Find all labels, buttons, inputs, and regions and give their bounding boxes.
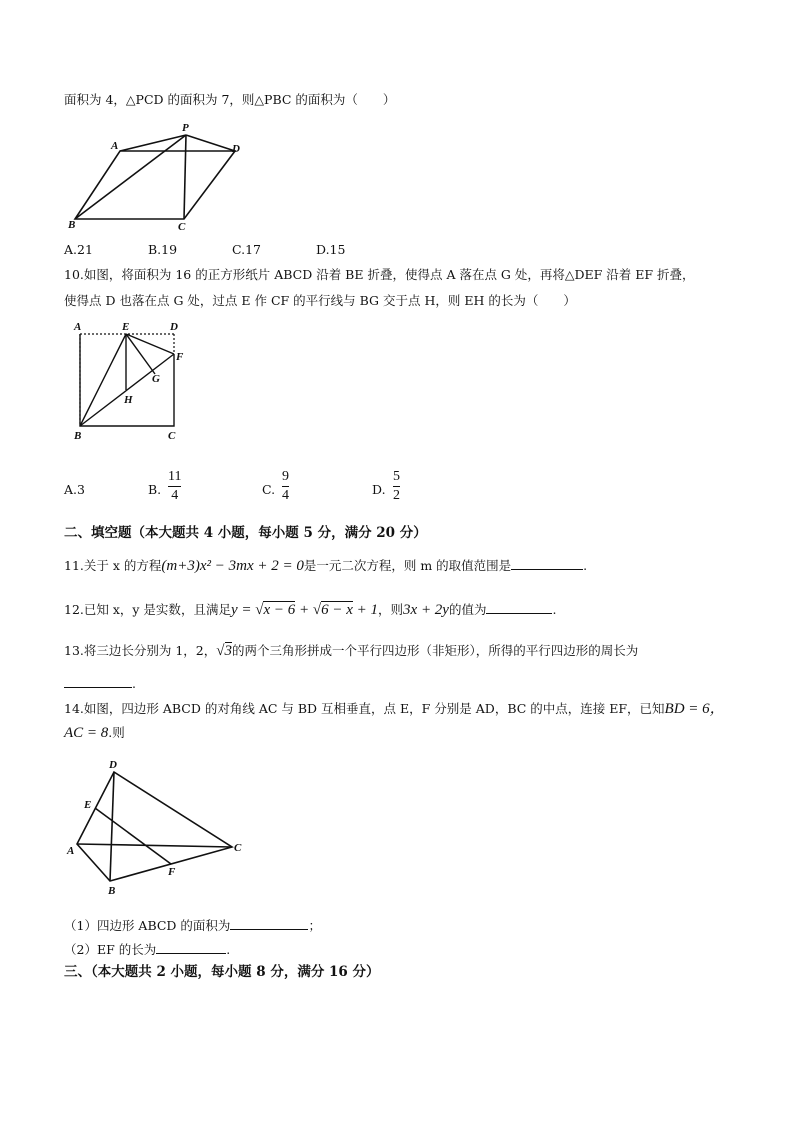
q10-label-B: B bbox=[74, 430, 82, 442]
q10-option-b-fraction bbox=[168, 469, 181, 504]
q9-label-P: P bbox=[182, 122, 189, 134]
q10-option-b-denominator: 4 bbox=[171, 488, 179, 503]
q9-label-A: A bbox=[111, 140, 119, 152]
q10-option-d-fraction bbox=[393, 469, 400, 504]
q13-pre: 13.将三边长分别为 1，2， bbox=[64, 643, 217, 658]
q10-option-b-prefix: B. bbox=[148, 482, 162, 497]
q10-option-d-numerator: 5 bbox=[393, 469, 400, 484]
q10-label-A: A bbox=[74, 321, 82, 333]
q9-label-B: B bbox=[68, 219, 76, 231]
q13-line bbox=[64, 642, 638, 660]
q12-eq1: y = bbox=[230, 602, 256, 618]
q9-option-c: C.17 bbox=[232, 242, 261, 257]
q11-equation: (m+3)x² − 3mx + 2 = 0 bbox=[161, 558, 304, 574]
q12-answer-blank bbox=[486, 600, 552, 614]
q14-label-D: D bbox=[109, 759, 117, 771]
q10-label-F: F bbox=[176, 351, 184, 363]
section-2-heading: 二、填空题（本大题共 4 小题，每小题 5 分，满分 20 分） bbox=[64, 525, 427, 541]
q14-sub1-blank bbox=[230, 916, 308, 930]
q10-label-C: C bbox=[168, 430, 176, 442]
q14-label-F: F bbox=[168, 866, 176, 878]
q14-sub1-text: （1）四边形 ABCD 的面积为 bbox=[64, 918, 231, 933]
q12-eq3: 3x + 2y bbox=[403, 602, 449, 618]
q11-answer-blank bbox=[511, 556, 583, 570]
q12-sqrt-sign-2: √ bbox=[312, 602, 322, 618]
q12-radicand-1: x − 6 bbox=[263, 602, 296, 618]
q13-radicand: 3 bbox=[224, 643, 232, 659]
q12-end: . bbox=[552, 602, 557, 617]
q14-line2 bbox=[64, 724, 125, 742]
q10-label-G: G bbox=[152, 373, 160, 385]
q13-sqrt-sign: √ bbox=[216, 643, 225, 659]
q11-line bbox=[64, 556, 587, 575]
q14-ac-equation: AC = 8 bbox=[64, 725, 109, 741]
q14-bd-equation: BD = 6， bbox=[664, 701, 725, 717]
q10-line2: 使得点 D 也落在点 G 处，过点 E 作 CF 的平行线与 BG 交于点 H，则 EH 的长为（ ） bbox=[64, 293, 576, 308]
q13-line2 bbox=[64, 674, 136, 693]
q14-sub2-blank bbox=[156, 940, 226, 954]
q14-label-C: C bbox=[234, 842, 242, 854]
q9-label-C: C bbox=[178, 221, 186, 233]
q10-line1: 10.如图，将面积为 16 的正方形纸片 ABCD 沿着 BE 折叠，使得点 A 落在点 G 处，再将△DEF 沿着 EF 折叠， bbox=[64, 267, 695, 282]
q9-option-b: B.19 bbox=[148, 242, 178, 257]
q14-sub2 bbox=[64, 940, 230, 959]
q14-line1 bbox=[64, 700, 725, 718]
section-3-heading: 三、（本大题共 2 小题，每小题 8 分，满分 16 分） bbox=[64, 964, 380, 980]
q9-tail-text: 面积为 4，△PCD 的面积为 7，则△PBC 的面积为（ ） bbox=[64, 92, 396, 107]
q12-line bbox=[64, 600, 556, 619]
q13-post: 的两个三角形拼成一个平行四边形（非矩形），所得的平行四边形的周长为 bbox=[232, 643, 639, 658]
q10-option-c-denominator: 4 bbox=[282, 488, 289, 503]
q10-option-c-prefix: C. bbox=[262, 482, 276, 497]
q10-square-figure bbox=[70, 318, 190, 443]
q10-label-D: D bbox=[170, 321, 178, 333]
q9-label-D: D bbox=[232, 143, 240, 155]
q12-pre: 12.已知 x，y 是实数，且满足 bbox=[64, 602, 231, 617]
q12-mid: ，则 bbox=[378, 602, 404, 617]
q12-post: 的值为 bbox=[448, 602, 487, 617]
q11-pre: 11.关于 x 的方程 bbox=[64, 558, 162, 573]
q10-option-d-denominator: 2 bbox=[393, 488, 400, 503]
q9-parallelogram-figure bbox=[60, 118, 260, 233]
q13-answer-blank bbox=[64, 674, 132, 688]
q10-option-b-numerator: 11 bbox=[168, 469, 182, 484]
q10-option-c-numerator: 9 bbox=[282, 469, 289, 484]
q14-line1-text: 14.如图，四边形 ABCD 的对角线 AC 与 BD 互相垂直，点 E，F 分别是 AD，BC 的中点，连接 EF，已知 bbox=[64, 701, 665, 716]
q9-option-d: D.15 bbox=[316, 242, 346, 257]
q13-end: . bbox=[132, 676, 136, 691]
q11-post: 是一元二次方程，则 m 的取值范围是 bbox=[303, 558, 512, 573]
q12-radicand-2: 6 − x bbox=[321, 602, 353, 618]
q14-sub1-end: ； bbox=[308, 918, 321, 933]
q10-option-a: A.3 bbox=[64, 482, 85, 497]
q14-then: .则 bbox=[108, 725, 125, 740]
q12-sqrt-sign-1: √ bbox=[255, 602, 264, 618]
q10-label-H: H bbox=[124, 394, 133, 406]
q10-option-c-fraction bbox=[282, 469, 289, 504]
q10-option-d-prefix: D. bbox=[372, 482, 386, 497]
q14-label-A: A bbox=[67, 845, 75, 857]
q12-eq2: + 1 bbox=[352, 602, 379, 618]
q14-quadrilateral-figure bbox=[62, 755, 262, 900]
q10-label-E: E bbox=[122, 321, 130, 333]
q14-sub2-end: . bbox=[226, 942, 231, 957]
q14-sub2-text: （2）EF 的长为 bbox=[64, 942, 157, 957]
q9-option-a: A.21 bbox=[64, 242, 93, 257]
q14-sub1 bbox=[64, 916, 321, 935]
q11-end: . bbox=[583, 558, 588, 573]
q12-plus: + bbox=[295, 602, 313, 618]
q14-label-B: B bbox=[108, 885, 116, 897]
q14-label-E: E bbox=[84, 799, 92, 811]
